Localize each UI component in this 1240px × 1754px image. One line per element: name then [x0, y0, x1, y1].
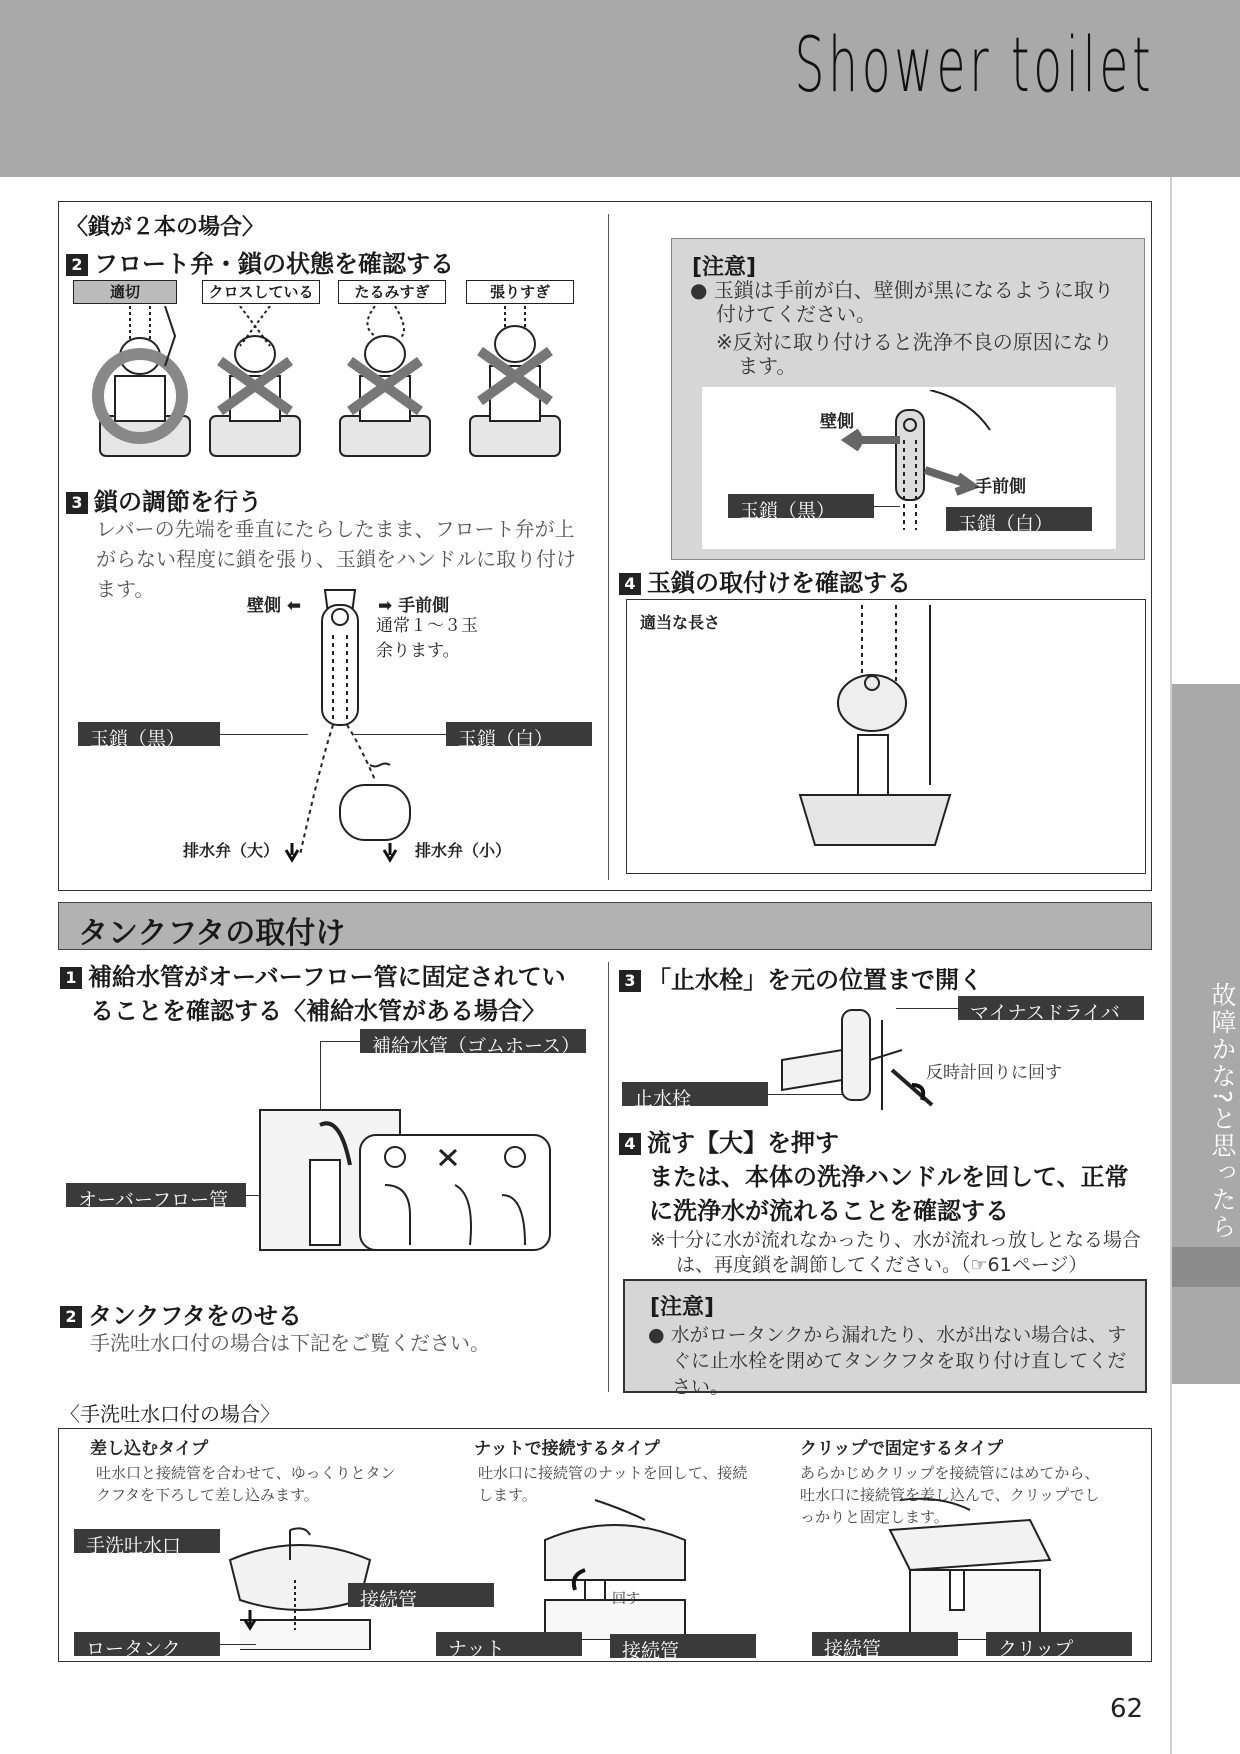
- step-number: 4: [619, 1133, 641, 1155]
- page-number: 62: [1110, 1694, 1144, 1724]
- state-tag-crossed: クロスしている: [202, 280, 320, 304]
- state-tag-tight: 張りすぎ: [466, 280, 574, 304]
- step3-heading: [66, 482, 262, 517]
- turn-label: 回す: [612, 1591, 640, 1607]
- white-chain-tag: 玉鎖（白）: [446, 722, 592, 746]
- valve-tight-illustration: [470, 306, 560, 456]
- valve-slack-illustration: [340, 306, 430, 456]
- low-tank-tag: ロータンク: [74, 1632, 220, 1656]
- nut-type-illustration: [535, 1490, 695, 1640]
- lid-step4-note: ※十分に水が流れなかったり、水が流れっ放しとなる場合は、再度鎖を調節してください。（☞61ページ）: [650, 1229, 1141, 1276]
- remaining-balls-note: 通常１～３玉 余ります。: [376, 616, 478, 661]
- lid-caution-title: [注意]: [650, 1295, 715, 1320]
- nut-type-title: ナットで接続するタイプ: [474, 1439, 660, 1459]
- step3-text: レバーの先端を垂直にたらしたまま、フロート弁が上がらない程度に鎖を張り、玉鎖をハンドルに取り付けます。: [96, 517, 576, 601]
- valve-crossed-illustration: [210, 306, 300, 456]
- chain-caution-title: [注意]: [692, 255, 757, 280]
- proper-length-illustration: [780, 605, 1000, 870]
- drain-small-label: 排水弁（小）: [415, 841, 512, 860]
- lid-step2-heading: 2 タンクフタをのせる: [60, 1296, 302, 1331]
- valve-tag: 止水栓: [622, 1082, 768, 1106]
- spout-tag: 手洗吐水口: [74, 1529, 220, 1553]
- step-number: 2: [60, 1306, 82, 1328]
- proper-length-label: 適当な長さ: [640, 613, 721, 632]
- tank-overflow-illustration: [240, 1105, 560, 1255]
- overflow-tag: オーバーフロー管: [66, 1183, 246, 1207]
- ccw-label: 反時計回りに回す: [926, 1063, 1062, 1083]
- chain-column-divider: [608, 214, 609, 880]
- step-number: 3: [619, 970, 641, 992]
- lid-step2-text: 手洗吐水口付の場合は下記をご覧ください。: [90, 1331, 490, 1355]
- caution-wall-label: 壁側: [820, 412, 854, 432]
- front-arrow-icon: [925, 470, 972, 492]
- pipe-tag-3: 接続管: [812, 1632, 958, 1656]
- lid-column-divider: [608, 962, 609, 1392]
- step2-title: フロート弁・鎖の状態を確認する: [94, 250, 454, 278]
- lid-step1-heading: 1 補給水管がオーバーフロー管に固定されてい ることを確認する〈補給水管がある場合〉: [60, 960, 566, 1028]
- driver-tag: マイナスドライバー: [958, 996, 1144, 1020]
- side-tab-marker: [1172, 1247, 1240, 1287]
- insert-type-title: 差し込むタイプ: [90, 1439, 209, 1459]
- wall-side-label: 壁側 ⬅: [247, 596, 302, 616]
- low-tank-leader: [220, 1644, 256, 1645]
- chain-subtitle: 〈鎖が２本の場合〉: [66, 215, 265, 240]
- brand-logo: Shower toilet: [794, 20, 1154, 109]
- white-chain-leader: [354, 734, 446, 735]
- chain-caution-text: ● 玉鎖は手前が白、壁側が黒になるように取り付けてください。 ※反対に取り付けると洗浄不良の原因になります。: [690, 278, 1114, 378]
- caution-white-tag: 玉鎖（白）: [946, 507, 1092, 531]
- black-chain-tag: 玉鎖（黒）: [78, 722, 220, 746]
- clip-tag: クリップ: [986, 1632, 1132, 1656]
- nut-tag: ナット: [436, 1632, 582, 1656]
- step4-chain-title: 玉鎖の取付けを確認する: [647, 569, 911, 597]
- lid-step4-heading: 4 流す【大】を押す または、本体の洗浄ハンドルを回して、正常 に洗浄水が流れることを確認する: [619, 1126, 1129, 1228]
- drain-large-arrow: [286, 843, 298, 860]
- clip-type-text: あらかじめクリップを接続管にはめてから、吐水口に接続管を差し込んで、クリップでしっかりと固定します。: [800, 1464, 1100, 1526]
- hose-leader: [320, 1041, 360, 1042]
- clip-type-title: クリップで固定するタイプ: [800, 1439, 1003, 1459]
- insert-type-text: 吐水口と接続管を合わせて、ゆっくりとタンクフタを下ろして差し込みます。: [96, 1464, 396, 1504]
- state-tag-slack: たるみすぎ: [338, 280, 446, 304]
- caution-black-leader: [874, 506, 900, 507]
- caution-front-label: 手前側: [975, 477, 1026, 497]
- pipe-tag-2: 接続管: [610, 1634, 756, 1658]
- wall-arrow-icon: [848, 432, 900, 448]
- pipe-tag-1: 接続管: [348, 1583, 494, 1607]
- float-valve-illustrations: [70, 306, 590, 470]
- step4-chain-heading: [619, 563, 911, 598]
- step-number: 2: [66, 254, 88, 276]
- front-side-label: ➡ 手前側: [378, 596, 450, 616]
- hose-tag: 補給水管（ゴムホース）: [360, 1029, 586, 1053]
- drain-large-label: 排水弁（大）: [183, 841, 280, 860]
- step-number: 4: [619, 573, 641, 595]
- valve-proper-illustration: [98, 306, 190, 456]
- side-tab-label: 故障かな?と思ったら: [1208, 982, 1237, 1241]
- step-number: 1: [60, 967, 82, 989]
- state-tag-proper: 適切: [73, 280, 177, 304]
- nut-type-text: 吐水口に接続管のナットを回して、接続します。: [478, 1464, 748, 1504]
- drain-small-arrow: [384, 843, 396, 860]
- step3-title: 鎖の調節を行う: [94, 488, 262, 516]
- clip-type-illustration: [880, 1490, 1060, 1640]
- lid-caution-text: ● 水がロータンクから漏れたり、水が出ない場合は、すぐに止水栓を閉めてタンクフタを取り付け直してください。: [648, 1324, 1127, 1398]
- black-chain-leader: [220, 734, 308, 735]
- lid-step3-heading: 3 「止水栓」を元の位置まで開く: [619, 960, 983, 995]
- faucet-subtitle: 〈手洗吐水口付の場合〉: [60, 1402, 280, 1426]
- caution-black-tag: 玉鎖（黒）: [728, 494, 874, 518]
- step-number: 3: [66, 492, 88, 514]
- lid-section-title: タンクフタの取付け: [78, 916, 346, 951]
- stop-valve-illustration: [772, 1000, 942, 1110]
- step2-heading: [66, 244, 454, 279]
